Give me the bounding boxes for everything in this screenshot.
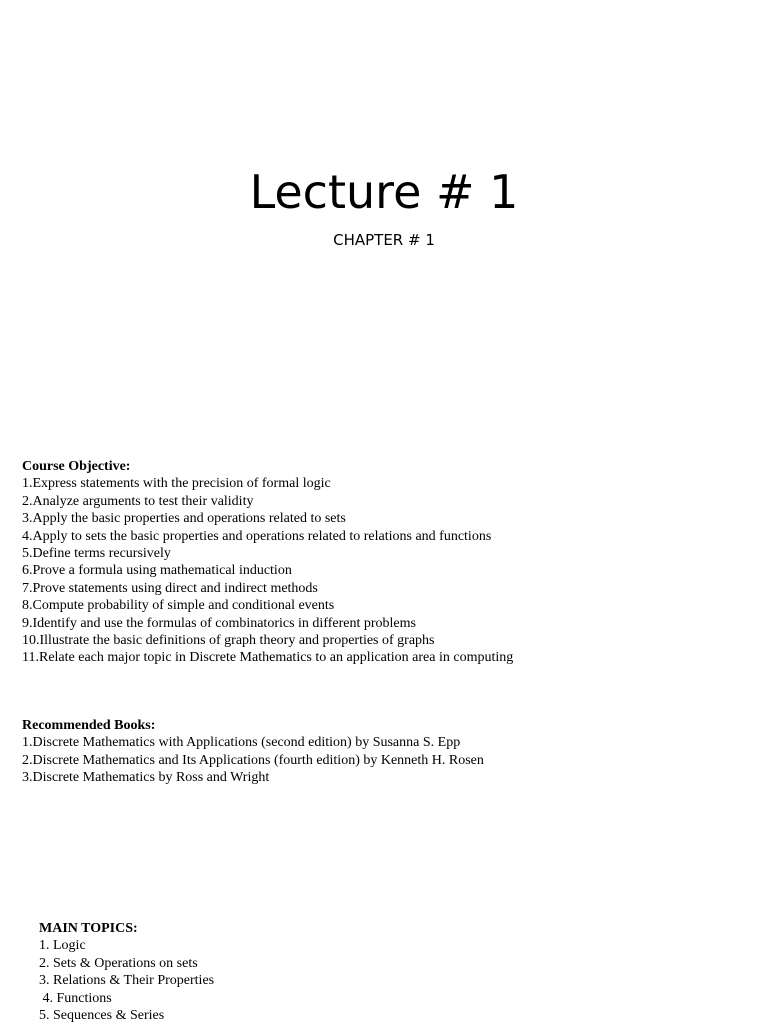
topic-item: 2. Sets & Operations on sets	[39, 955, 198, 971]
objective-item: 5.Define terms recursively	[22, 546, 171, 562]
book-item: 1.Discrete Mathematics with Applications (second edition) by Susanna S. Epp	[22, 735, 461, 751]
objective-item: 3.Apply the basic properties and operations related to sets	[22, 511, 346, 527]
topic-item: 1. Logic	[39, 938, 86, 954]
book-item: 3.Discrete Mathematics by Ross and Wright	[22, 770, 270, 786]
topic-item: 5. Sequences & Series	[39, 1008, 165, 1024]
main-topics-heading: MAIN TOPICS:	[39, 921, 138, 936]
objective-item: 2.Analyze arguments to test their validity	[22, 493, 254, 509]
book-item: 2.Discrete Mathematics and Its Applications (fourth edition) by Kenneth H. Rosen	[22, 752, 484, 768]
objective-item: 8.Compute probability of simple and conditional events	[22, 598, 335, 614]
objective-item: 9.Identify and use the formulas of combinatorics in different problems	[22, 615, 416, 631]
main-topics-section	[39, 920, 214, 1024]
course-objective-heading: Course Objective:	[22, 459, 131, 474]
objective-item: 1.Express statements with the precision of formal logic	[22, 476, 331, 492]
objective-item: 11.Relate each major topic in Discrete Mathematics to an application area in computing	[22, 650, 514, 666]
course-objective-section	[22, 458, 513, 667]
objective-item: 10.Illustrate the basic definitions of graph theory and properties of graphs	[22, 633, 435, 649]
objective-item: 6.Prove a formula using mathematical induction	[22, 563, 292, 579]
lecture-title: Lecture # 1	[249, 165, 519, 219]
topic-item: 3. Relations & Their Properties	[39, 973, 215, 989]
objective-item: 4.Apply to sets the basic properties and operations related to relations and functions	[22, 528, 492, 544]
recommended-books-heading: Recommended Books:	[22, 718, 156, 733]
recommended-books-section	[22, 717, 484, 787]
topic-item: 4. Functions	[39, 990, 112, 1006]
objective-item: 7.Prove statements using direct and indirect methods	[22, 580, 318, 596]
chapter-subtitle: CHAPTER # 1	[333, 231, 435, 249]
